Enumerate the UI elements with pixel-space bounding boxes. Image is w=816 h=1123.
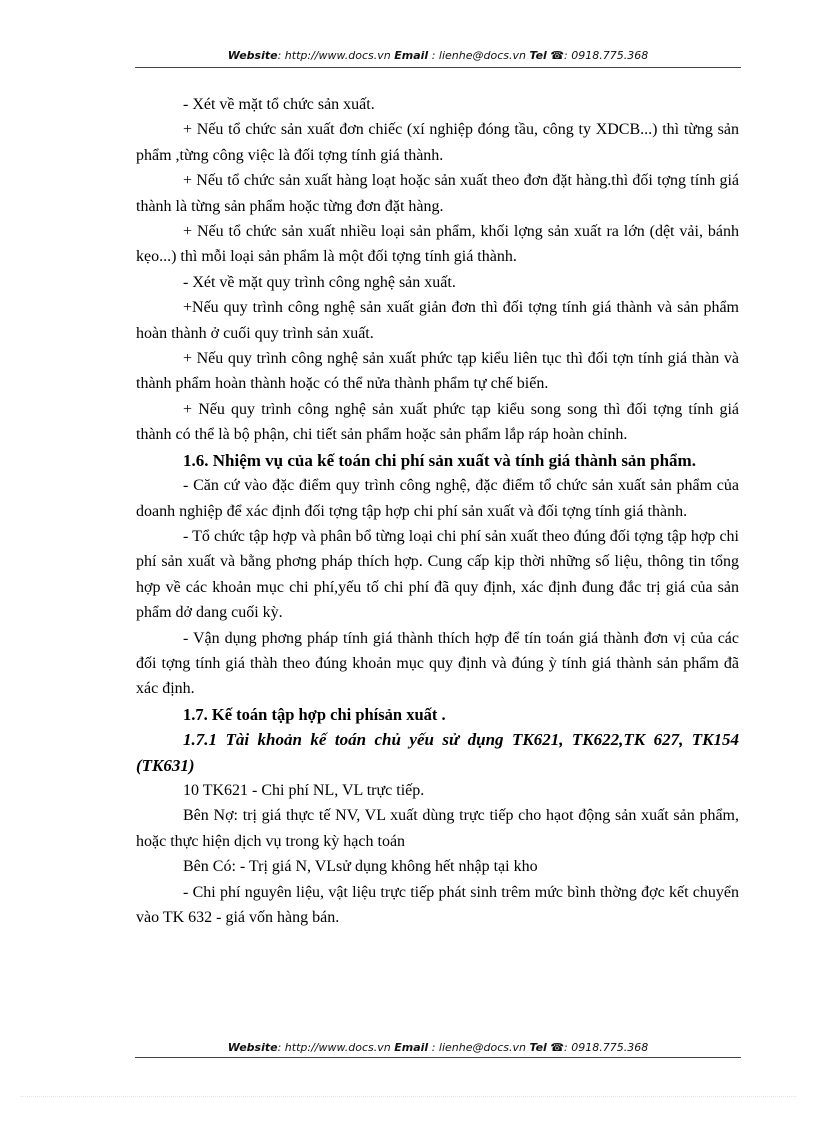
page-edge-divider xyxy=(20,1096,796,1097)
page-header xyxy=(135,49,741,62)
footer-email-label: Email xyxy=(394,1041,429,1054)
footer-tel-value: : 0918.775.368 xyxy=(564,1041,649,1054)
paragraph: + Nếu quy trình công nghệ sản xuất phức tạp kiểu liên tục thì đối tợn tính giá thàn và thành phẩm hoàn thành hoặc có thể nửa thành phẩm tự chế biến. xyxy=(136,350,739,393)
header-tel-value: : 0918.775.368 xyxy=(564,49,649,62)
paragraph: - Xét về mặt quy trình công nghệ sản xuất. xyxy=(183,273,456,291)
paragraph: + Nếu tổ chức sản xuất đơn chiếc (xí nghiệp đóng tầu, công ty XDCB...) thì từng sản phẩm ,từng công việc là đối tợng tính giá thành. xyxy=(136,121,739,164)
header-email-label: Email xyxy=(394,49,429,62)
footer-divider xyxy=(135,1057,741,1058)
document-body xyxy=(136,92,739,930)
paragraph: Bên Nợ: trị giá thực tế NV, VL xuất dùng trực tiếp cho hạot động sản xuất sản phẩm, hoặc thực hiện dịch vụ trong kỳ hạch toán xyxy=(136,807,739,850)
paragraph: - Tổ chức tập hợp và phân bổ từng loại chi phí sản xuất theo đúng đối tợng tập hợp chi phí sản xuất và bằng phơng pháp thích hợp. Cung cấp kịp thời những số liệu, thông tin tổng hợp về các khoản mục chi phí,yếu tố chi phí đã quy định, xác định đung đắc trị giá của sản phẩm dở dang cuối kỳ. xyxy=(136,527,739,622)
paragraph: - Chi phí nguyên liệu, vật liệu trực tiếp phát sinh trêm mức bình thờng đợc kết chuyển vào TK 632 - giá vốn hàng bán. xyxy=(136,883,739,926)
header-tel-label: Tel xyxy=(529,49,547,62)
footer-email-value[interactable]: : lienhe@docs.vn xyxy=(428,1041,530,1054)
footer-website-label: Website xyxy=(227,1041,278,1054)
footer-tel-label: Tel xyxy=(529,1041,547,1054)
footer-website-value[interactable]: : http://www.docs.vn xyxy=(277,1041,395,1054)
header-website-label: Website xyxy=(227,49,278,62)
header-website-value[interactable]: : http://www.docs.vn xyxy=(277,49,395,62)
page-footer xyxy=(135,1041,741,1054)
paragraph: - Căn cứ vào đặc điểm quy trình công nghệ, đặc điểm tổ chức sản xuất sản phẩm của doanh nghiệp để xác định đối tợng tập hợp chi phí sản xuất và đối tợng tính giá thành. xyxy=(136,477,739,520)
subsection-heading-1-7-1: 1.7.1 Tài khoản kế toán chủ yếu sử dụng TK621, TK622,TK 627, TK154 (TK631) xyxy=(136,730,739,775)
paragraph: 10 TK621 - Chi phí NL, VL trực tiếp. xyxy=(183,781,425,799)
section-heading-1-7: 1.7. Kế toán tập hợp chi phísản xuất . xyxy=(183,704,446,724)
phone-icon: ☎ xyxy=(550,1041,565,1054)
paragraph: - Xét về mặt tổ chức sản xuất. xyxy=(183,96,375,113)
section-heading-1-6: 1.6. Nhiệm vụ của kế toán chi phí sản xuất và tính giá thành sản phẩm. xyxy=(183,450,696,470)
phone-icon: ☎ xyxy=(550,49,565,62)
header-divider xyxy=(135,67,741,68)
paragraph: + Nếu tổ chức sản xuất hàng loạt hoặc sản xuất theo đơn đặt hàng.thì đối tợng tính giá thành là từng sản phẩm hoặc từng đơn đặt hàng. xyxy=(136,172,739,215)
paragraph: - Vận dụng phơng pháp tính giá thành thích hợp để tín toán giá thành đơn vị của các đối tợng tính giá thàh theo đúng khoản mục quy định và đúng ỳ tính giá thành sản phẩm đã xác định. xyxy=(136,629,739,698)
paragraph: + Nếu tổ chức sản xuất nhiều loại sản phẩm, khối lợng sản xuất ra lớn (dệt vải, bánh kẹo...) thì mỗi loại sản phẩm là một đối tợng tính giá thành. xyxy=(136,223,739,266)
paragraph: +Nếu quy trình công nghệ sản xuất giản đơn thì đối tợng tính giá thành và sản phẩm hoàn thành ở cuối quy trình sản xuất. xyxy=(136,299,739,342)
paragraph: + Nếu quy trình công nghệ sản xuất phức tạp kiểu song song thì đối tợng tính giá thành có thể là bộ phận, chi tiết sản phẩm hoặc sản phẩm lắp ráp hoàn chỉnh. xyxy=(136,400,739,444)
header-email-value[interactable]: : lienhe@docs.vn xyxy=(428,49,530,62)
paragraph: Bên Có: - Trị giá N, VLsử dụng không hết nhập tại kho xyxy=(183,858,538,876)
